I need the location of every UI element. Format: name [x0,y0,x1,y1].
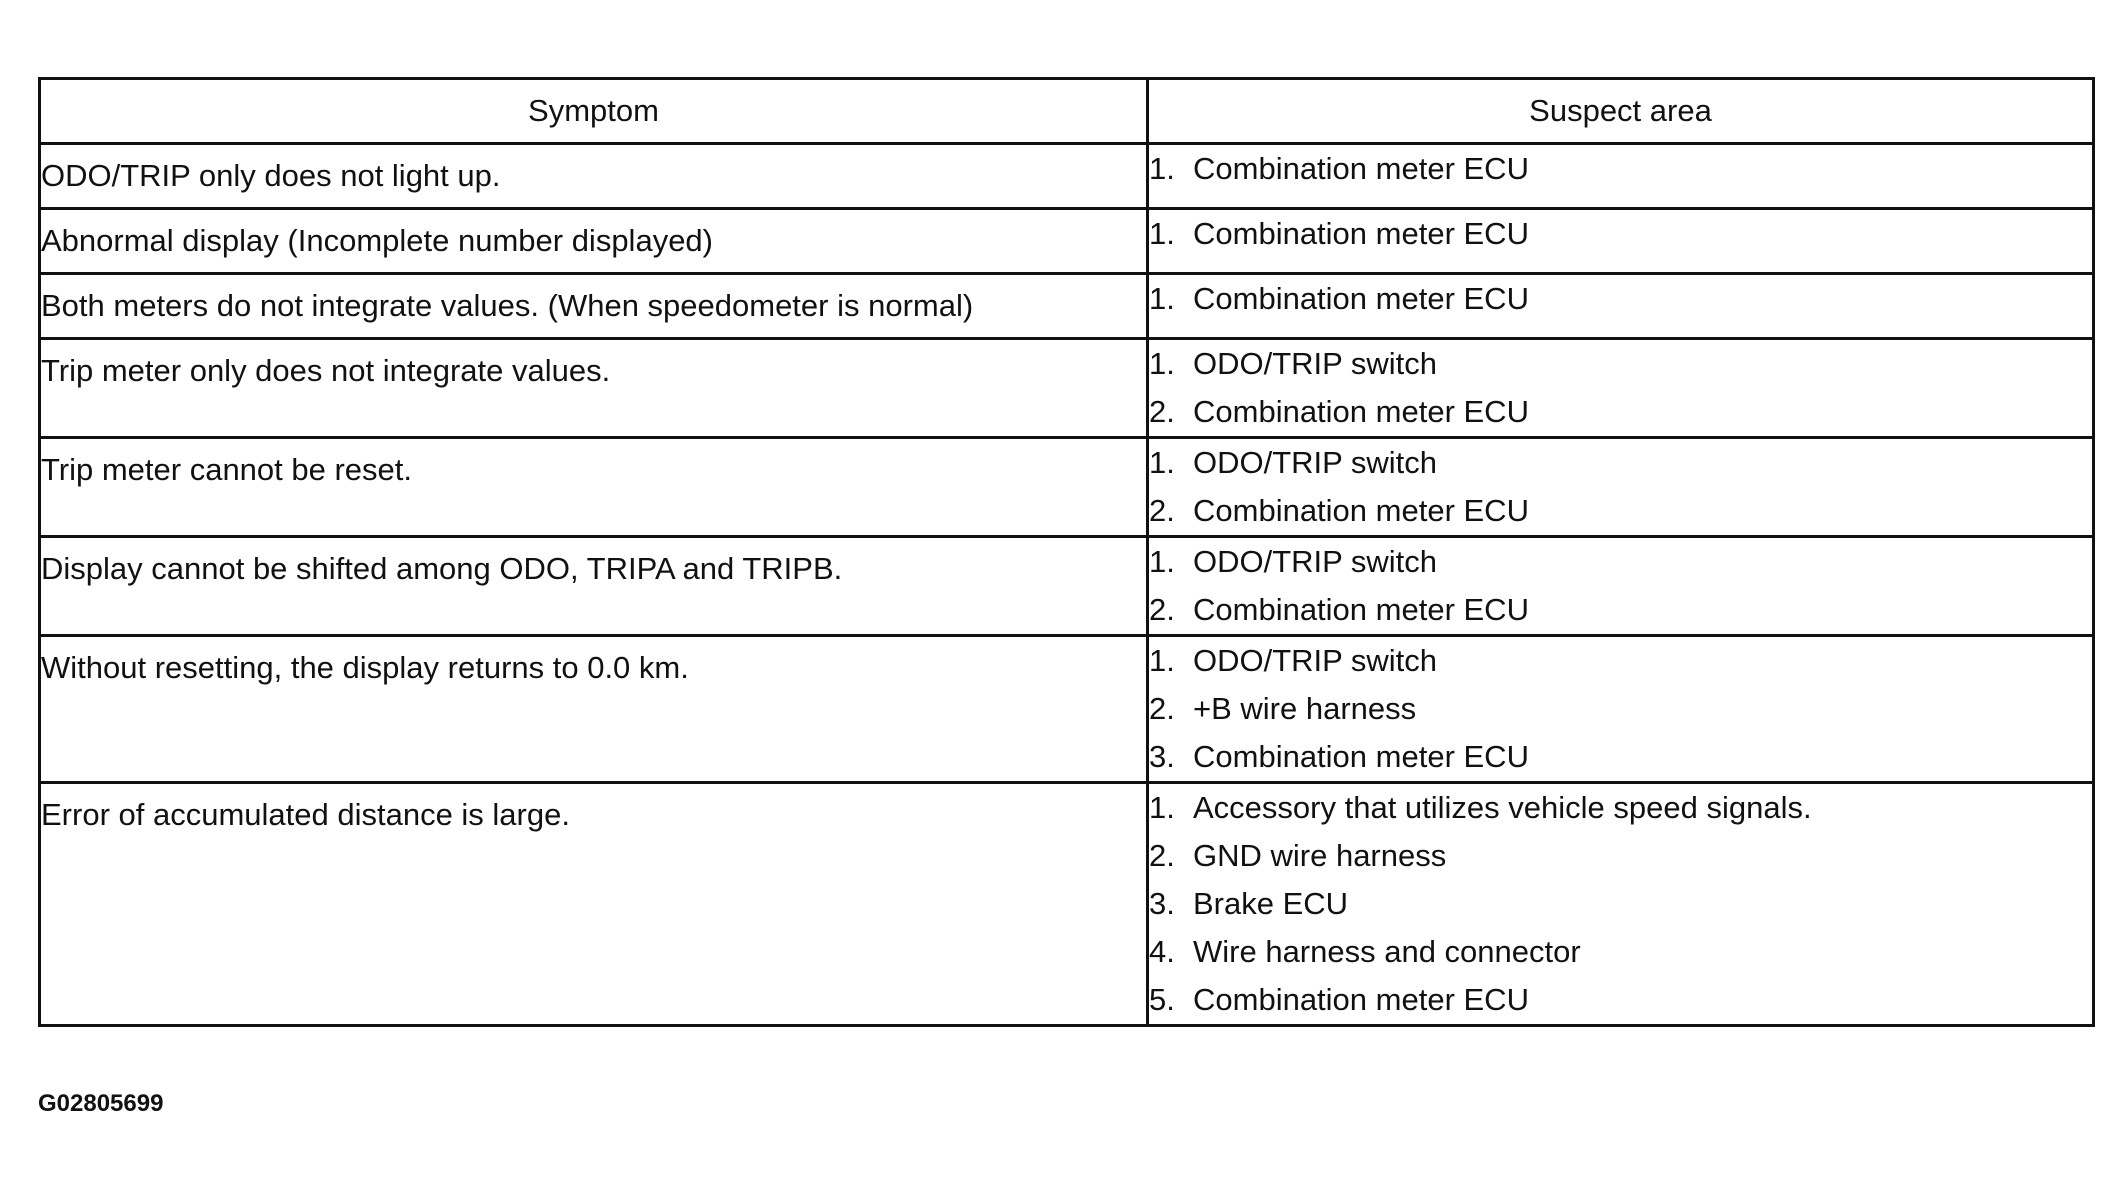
suspect-item-text: Combination meter ECU [1193,281,1529,316]
table-row [40,274,2094,339]
table-row [40,783,2094,1026]
symptom-text: Trip meter cannot be reset. [41,452,413,487]
table-row [40,144,2094,209]
table-row [40,209,2094,274]
symptom-cell [40,438,1148,537]
suspect-item [1149,733,2092,781]
suspect-item [1149,832,2092,880]
suspect-item-text: +B wire harness [1193,691,1417,726]
suspect-item-number: 1. [1149,790,1175,825]
suspect-item [1149,928,2092,976]
suspect-item [1149,685,2092,733]
suspect-item [1149,976,2092,1024]
table-row [40,339,2094,438]
suspect-item-number: 2. [1149,838,1175,873]
suspect-item [1149,275,2092,323]
suspect-item-text: Combination meter ECU [1193,592,1529,627]
suspect-item-number: 1. [1149,346,1175,381]
symptom-text: ODO/TRIP only does not light up. [41,158,501,193]
suspect-area-cell [1148,144,2094,209]
suspect-item-text: ODO/TRIP switch [1193,643,1438,678]
symptom-cell [40,274,1148,339]
suspect-item-number: 1. [1149,216,1175,251]
suspect-item-number: 1. [1149,643,1175,678]
suspect-item-number: 4. [1149,934,1175,969]
symptom-text: Display cannot be shifted among ODO, TRIPA and TRIPB. [41,551,843,586]
symptom-cell [40,537,1148,636]
suspect-item [1149,586,2092,634]
suspect-item-number: 2. [1149,592,1175,627]
symptom-text: Trip meter only does not integrate values. [41,353,611,388]
suspect-area-cell [1148,339,2094,438]
suspect-item-text: ODO/TRIP switch [1193,346,1438,381]
suspect-item-number: 2. [1149,394,1175,429]
symptom-text: Both meters do not integrate values. (When speedometer is normal) [41,288,974,323]
symptom-text: Without resetting, the display returns to 0.0 km. [41,650,689,685]
table-row [40,537,2094,636]
suspect-item [1149,340,2092,388]
suspect-item-text: ODO/TRIP switch [1193,544,1438,579]
suspect-item-number: 3. [1149,886,1175,921]
suspect-area-cell [1148,636,2094,783]
suspect-item-number: 5. [1149,982,1175,1017]
suspect-item-number: 2. [1149,691,1175,726]
suspect-item-number: 1. [1149,281,1175,316]
suspect-item-number: 1. [1149,445,1175,480]
suspect-item-text: GND wire harness [1193,838,1447,873]
symptom-text: Abnormal display (Incomplete number displayed) [41,223,713,258]
table-body [40,144,2094,1026]
suspect-item-text: Wire harness and connector [1193,934,1581,969]
symptom-text: Error of accumulated distance is large. [41,797,570,832]
suspect-area-cell [1148,209,2094,274]
symptom-table-container [38,77,2092,1027]
suspect-item [1149,210,2092,258]
suspect-item-text: Combination meter ECU [1193,982,1529,1017]
suspect-area-cell [1148,274,2094,339]
suspect-item [1149,487,2092,535]
suspect-area-cell [1148,537,2094,636]
symptom-suspect-table [38,77,2095,1027]
symptom-cell [40,209,1148,274]
suspect-item [1149,439,2092,487]
suspect-item [1149,145,2092,193]
header-symptom: Symptom [40,79,1148,144]
suspect-item-text: ODO/TRIP switch [1193,445,1438,480]
suspect-item-text: Combination meter ECU [1193,493,1529,528]
suspect-item-text: Accessory that utilizes vehicle speed signals. [1193,790,1812,825]
table-row [40,636,2094,783]
header-suspect-area: Suspect area [1148,79,2094,144]
figure-id-label: G02805699 [38,1090,164,1117]
suspect-item-number: 1. [1149,151,1175,186]
suspect-item-text: Combination meter ECU [1193,739,1529,774]
suspect-item [1149,880,2092,928]
table-header-row [40,79,2094,144]
suspect-item [1149,538,2092,586]
suspect-area-cell [1148,438,2094,537]
symptom-cell [40,636,1148,783]
table-row [40,438,2094,537]
suspect-item-number: 2. [1149,493,1175,528]
suspect-area-cell [1148,783,2094,1026]
suspect-item-text: Combination meter ECU [1193,216,1529,251]
symptom-cell [40,783,1148,1026]
suspect-item-number: 3. [1149,739,1175,774]
symptom-cell [40,144,1148,209]
suspect-item-text: Brake ECU [1193,886,1349,921]
suspect-item-text: Combination meter ECU [1193,394,1529,429]
suspect-item [1149,388,2092,436]
symptom-cell [40,339,1148,438]
suspect-item [1149,784,2092,832]
suspect-item [1149,637,2092,685]
suspect-item-number: 1. [1149,544,1175,579]
suspect-item-text: Combination meter ECU [1193,151,1529,186]
